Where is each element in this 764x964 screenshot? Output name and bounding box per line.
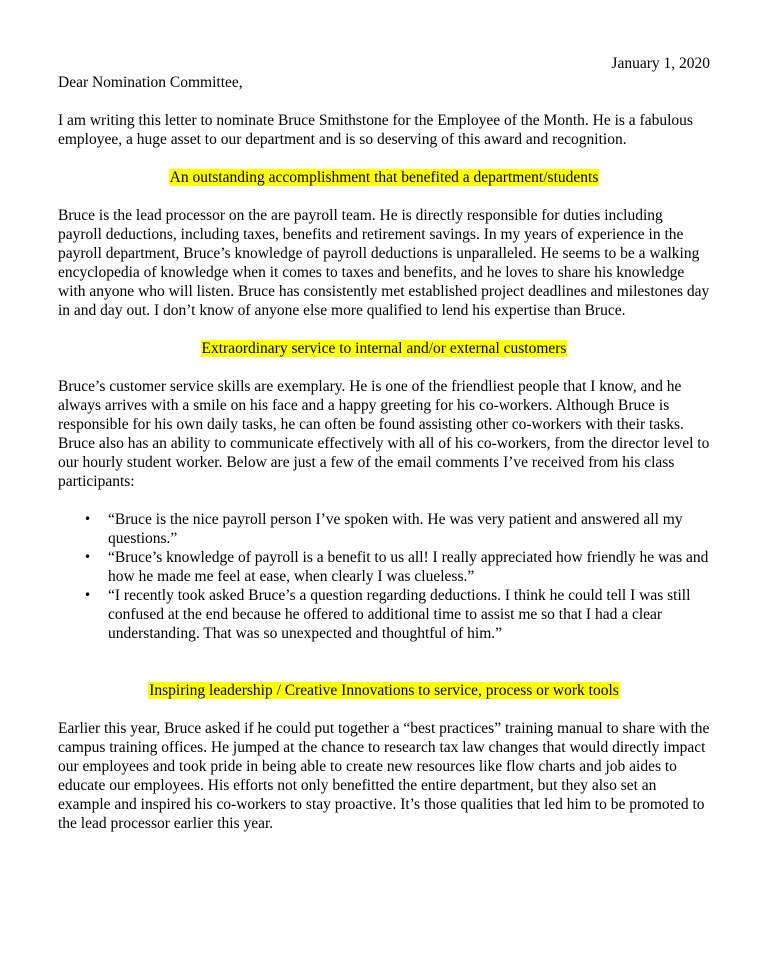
section-body-leadership: Earlier this year, Bruce asked if he could put together a “best practices” training manual to share with the campus training offices. He jumped at the chance to research tax law changes that would directly impact our employees and took pride in being able to create new resources like flow charts and job aides to educate our employees. His efforts not only benefitted the entire department, but they also set an example and inspired his co-workers to stay proactive. It’s those qualities that led him to be promoted to the lead processor earlier this year. xyxy=(58,720,710,832)
spacer xyxy=(58,92,710,111)
comment-text: “Bruce’s knowledge of payroll is a benefit to us all! I really appreciated how friendly he was and how he made me feel at ease, when clearly I was clueless.” xyxy=(108,549,709,585)
letter-page xyxy=(58,54,710,833)
highlighted-heading-text: Extraordinary service to internal and/or external customers xyxy=(201,340,567,357)
section-heading-leadership xyxy=(58,681,710,700)
list-item xyxy=(58,548,710,586)
section-body-customer-service: Bruce’s customer service skills are exemplary. He is one of the friendliest people that I know, and he always arrives with a smile on his face and a happy greeting for his co-workers. Although Bruce is responsible for his own daily tasks, he can often be found assisting other co-workers with their tasks. Bruce also has an ability to communicate effectively with all of his co-workers, from the director level to our hourly student worker. Below are just a few of the email comments I’ve received from his class participants: xyxy=(58,378,710,490)
letter-date: January 1, 2020 xyxy=(611,55,710,72)
list-item xyxy=(58,510,710,548)
list-item xyxy=(58,586,710,643)
highlighted-heading-text: An outstanding accomplishment that benefited a department/students xyxy=(169,169,599,186)
bullet-icon: • xyxy=(84,588,92,602)
section-body-accomplishment: Bruce is the lead processor on the are payroll team. He is directly responsible for duties including payroll deductions, including taxes, benefits and retirement savings. In my years of experience in the payroll department, Bruce’s knowledge of payroll deductions is unparalleled. He seems to be a walking encyclopedia of knowledge when it comes to taxes and benefits, and he loves to share his knowledge with anyone who will listen. Bruce has consistently met established project deadlines and milestones day in and day out. I don’t know of anyone else more qualified to lend his expertise than Bruce. xyxy=(58,207,710,319)
spacer xyxy=(58,700,710,719)
highlighted-heading-text: Inspiring leadership / Creative Innovations to service, process or work tools xyxy=(149,682,619,699)
intro-paragraph: I am writing this letter to nominate Bruce Smithstone for the Employee of the Month. He is a fabulous employee, a huge asset to our department and is so deserving of this award and recognition. xyxy=(58,112,693,148)
spacer xyxy=(58,358,710,377)
bullet-icon: • xyxy=(84,512,92,526)
comment-text: “Bruce is the nice payroll person I’ve spoken with. He was very patient and answered all my questions.” xyxy=(108,511,683,547)
email-comments-list xyxy=(58,510,710,643)
spacer xyxy=(58,491,710,510)
spacer xyxy=(58,643,710,681)
spacer xyxy=(58,187,710,206)
comment-text: “I recently took asked Bruce’s a question regarding deductions. I think he could tell I was still confused at the end because he offered to additional time to assist me so that I had a clear understanding. That was so unexpected and thoughtful of him.” xyxy=(108,587,691,642)
spacer xyxy=(58,149,710,168)
salutation: Dear Nomination Committee, xyxy=(58,74,243,91)
section-heading-accomplishment xyxy=(58,168,710,187)
section-heading-customer-service xyxy=(58,339,710,358)
spacer xyxy=(58,320,710,339)
bullet-icon: • xyxy=(84,550,92,564)
